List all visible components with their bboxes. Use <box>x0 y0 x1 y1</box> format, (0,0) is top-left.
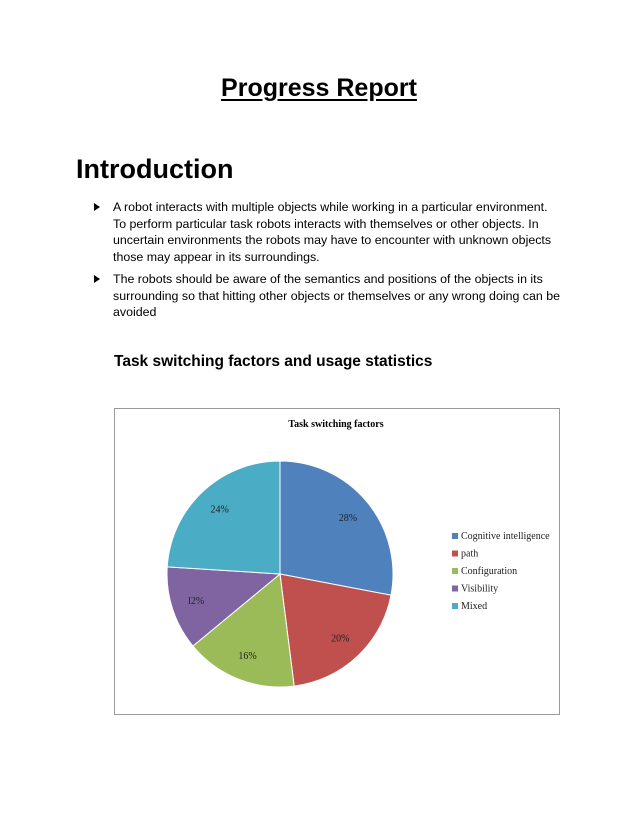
bullet-arrow-icon <box>94 275 100 283</box>
bullet-list <box>92 199 562 327</box>
pie-slice-cognitive-intelligence <box>280 461 393 595</box>
legend-label: path <box>461 548 479 560</box>
pie-data-label: 24% <box>210 504 229 516</box>
bullet-arrow-icon <box>94 203 100 211</box>
legend-swatch <box>452 551 458 557</box>
section-heading: Introduction <box>76 154 234 184</box>
legend-swatch <box>452 603 458 609</box>
legend-swatch <box>452 568 458 574</box>
bullet-text: A robot interacts with multiple objects while working in a particular environment. To perform particular task robots interacts with themselves or other objects. In uncertain environments the robots may have to encounter with unknown objects those may appear in its surroundings. <box>113 200 552 264</box>
legend-label: Mixed <box>461 601 488 612</box>
pie-data-label: 16% <box>238 650 257 662</box>
legend-label: Cognitive intelligence <box>461 531 550 542</box>
pie-slice-mixed <box>167 461 280 574</box>
pie-data-label: l2% <box>188 596 205 608</box>
legend-swatch <box>452 533 458 539</box>
legend-swatch <box>452 586 458 592</box>
report-title: Progress Report <box>221 74 417 102</box>
bullet-item <box>92 271 562 321</box>
pie-chart <box>115 409 559 714</box>
pie-data-label: 20% <box>331 633 350 645</box>
legend-label: Configuration <box>461 566 518 577</box>
bullet-item <box>92 199 562 265</box>
pie-data-label: 28% <box>338 512 358 524</box>
pie-chart-frame <box>114 408 560 715</box>
bullet-text: The robots should be aware of the semantics and positions of the objects in its surrounding so that hitting other objects or themselves or any wrong doing can be avoided <box>113 272 561 319</box>
legend-label: Visibility <box>461 583 499 595</box>
chart-section-heading: Task switching factors and usage statistics <box>114 353 433 370</box>
chart-title: Task switching factors <box>288 419 384 430</box>
